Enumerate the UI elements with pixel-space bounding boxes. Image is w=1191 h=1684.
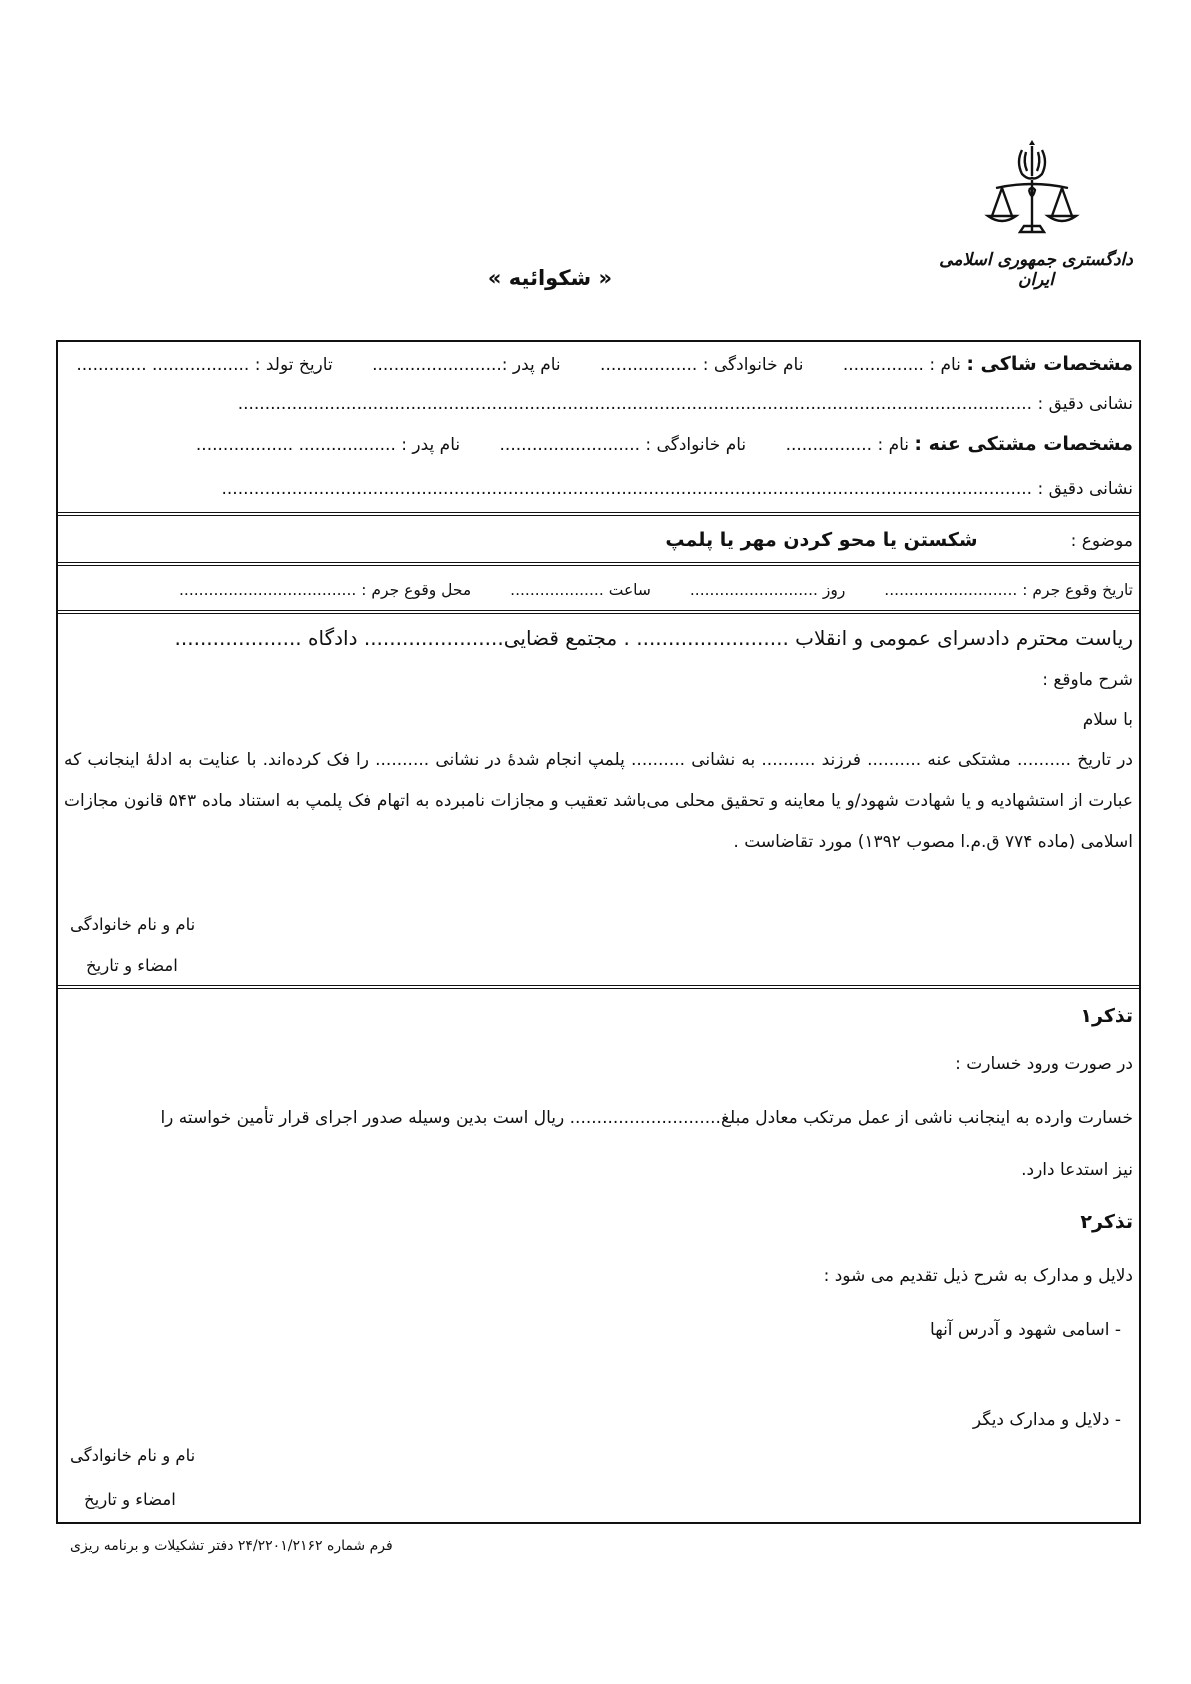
note1-text-cont: نیز استدعا دارد.	[1021, 1160, 1133, 1180]
defendant-family-field[interactable]: ..........................	[499, 435, 641, 455]
section-divider	[56, 985, 1141, 989]
scales-emblem-icon	[982, 140, 1082, 245]
defendant-row	[64, 432, 1133, 457]
complainant-family-field[interactable]: ..................	[600, 355, 698, 375]
form-number-footer: فرم شماره ۲۴/۲۲۰۱/۲۱۶۲ دفتر تشکیلات و برنامه ریزی	[70, 1538, 393, 1554]
complainant-birth-field[interactable]: .................. .............	[76, 355, 250, 375]
addressee-line: ریاست محترم دادسرای عمومی و انقلاب ........................ . مجتمع قضایی...................... دادگاه ....................	[174, 626, 1133, 650]
subject-value: شکستن یا محو کردن مهر یا پلمپ	[665, 529, 978, 551]
crime-place-label: محل وقوع جرم :	[361, 581, 472, 599]
section-divider	[56, 610, 1141, 614]
complainant-name-field[interactable]: ...............	[842, 355, 924, 375]
crime-day-label: روز	[822, 581, 846, 599]
signature-date-label: امضاء و تاریخ	[86, 956, 178, 975]
note2-title: تذکر۲	[1080, 1211, 1133, 1233]
complainant-father-field[interactable]: ........................	[372, 355, 502, 375]
crime-time-label: ساعت	[608, 581, 651, 599]
note1-intro: در صورت ورود خسارت :	[955, 1054, 1133, 1074]
crime-time-field[interactable]: ...................	[510, 581, 604, 599]
greeting: با سلام	[1082, 710, 1133, 730]
crime-date-label: تاریخ وقوع جرم :	[1022, 581, 1133, 599]
subject-row	[64, 528, 1133, 553]
complainant-address-row	[64, 392, 1133, 416]
emblem-caption: دادگستری جمهوری اسلامی ایران	[939, 250, 1133, 290]
evidence-item-witnesses: - اسامی شهود و آدرس آنها	[930, 1320, 1121, 1340]
defendant-family-label: نام خانوادگی :	[645, 435, 747, 455]
note2-intro: دلایل و مدارک به شرح ذیل تقدیم می شود :	[823, 1266, 1133, 1286]
complainant-row	[64, 352, 1133, 377]
section-divider	[56, 512, 1141, 516]
complainant-name-label: نام :	[929, 355, 961, 375]
defendant-address-row	[64, 477, 1133, 501]
subject-label: موضوع :	[1070, 531, 1133, 551]
defendant-father-label: نام پدر :	[401, 435, 461, 455]
defendant-label: مشخصات مشتکی عنه :	[914, 433, 1133, 455]
complainant-address-label: نشانی دقیق :	[1037, 394, 1133, 414]
description-label: شرح ماوقع :	[1042, 670, 1133, 690]
judiciary-emblem	[936, 140, 1136, 290]
crime-date-field[interactable]: ...........................	[884, 581, 1018, 599]
complainant-father-label: نام پدر :	[501, 355, 561, 375]
complainant-address-field[interactable]: ...................................................................................................................................................	[237, 394, 1033, 414]
crime-place-field[interactable]: ....................................	[178, 581, 357, 599]
signature-name-label: نام و نام خانوادگی	[70, 1446, 196, 1465]
complainant-birth-label: تاریخ تولد :	[254, 355, 333, 375]
defendant-address-label: نشانی دقیق :	[1037, 479, 1133, 499]
crime-day-field[interactable]: ..........................	[689, 581, 818, 599]
defendant-name-label: نام :	[877, 435, 910, 455]
complainant-family-label: نام خانوادگی :	[702, 355, 804, 375]
evidence-item-other: - دلایل و مدارک دیگر	[972, 1410, 1121, 1430]
note1-title: تذکر۱	[1080, 1005, 1133, 1027]
signature-date-label: امضاء و تاریخ	[84, 1490, 176, 1509]
signature-name-label: نام و نام خانوادگی	[70, 915, 196, 934]
defendant-name-field[interactable]: ................	[785, 435, 873, 455]
section-divider	[56, 562, 1141, 566]
note1-text: خسارت وارده به اینجانب ناشی از عمل مرتکب معادل مبلغ............................ ریال است بدین وسیله صدور اجرای قرار تأمین خواسته را	[160, 1108, 1133, 1128]
defendant-address-field[interactable]: ......................................................................................................................................................	[221, 479, 1033, 499]
defendant-father-field[interactable]: .................. ..................	[195, 435, 396, 455]
crime-details-row	[64, 578, 1133, 602]
form-frame	[56, 340, 1141, 1524]
page-title: « شکوائیه »	[487, 266, 613, 290]
complainant-label: مشخصات شاکی :	[966, 353, 1133, 375]
complaint-paragraph: در تاریخ .......... مشتکی عنه .......... فرزند .......... به نشانی .......... پلمپ انجام شدهٔ در نشانی .......... را فک کرده‌اند. با عنایت به ادلهٔ اینجانب که عبارت از استشهادیه و یا شهادت شهود/و یا معاینه و تحقیق محلی می‌باشد تعقیب و مجازات نامبرده به اتهام فک پلمپ به استناد ماده ۵۴۳ قانون مجازات اسلامی (ماده ۷۷۴ ق.م.ا مصوب ۱۳۹۲) مورد تقاضاست .	[64, 750, 1133, 852]
